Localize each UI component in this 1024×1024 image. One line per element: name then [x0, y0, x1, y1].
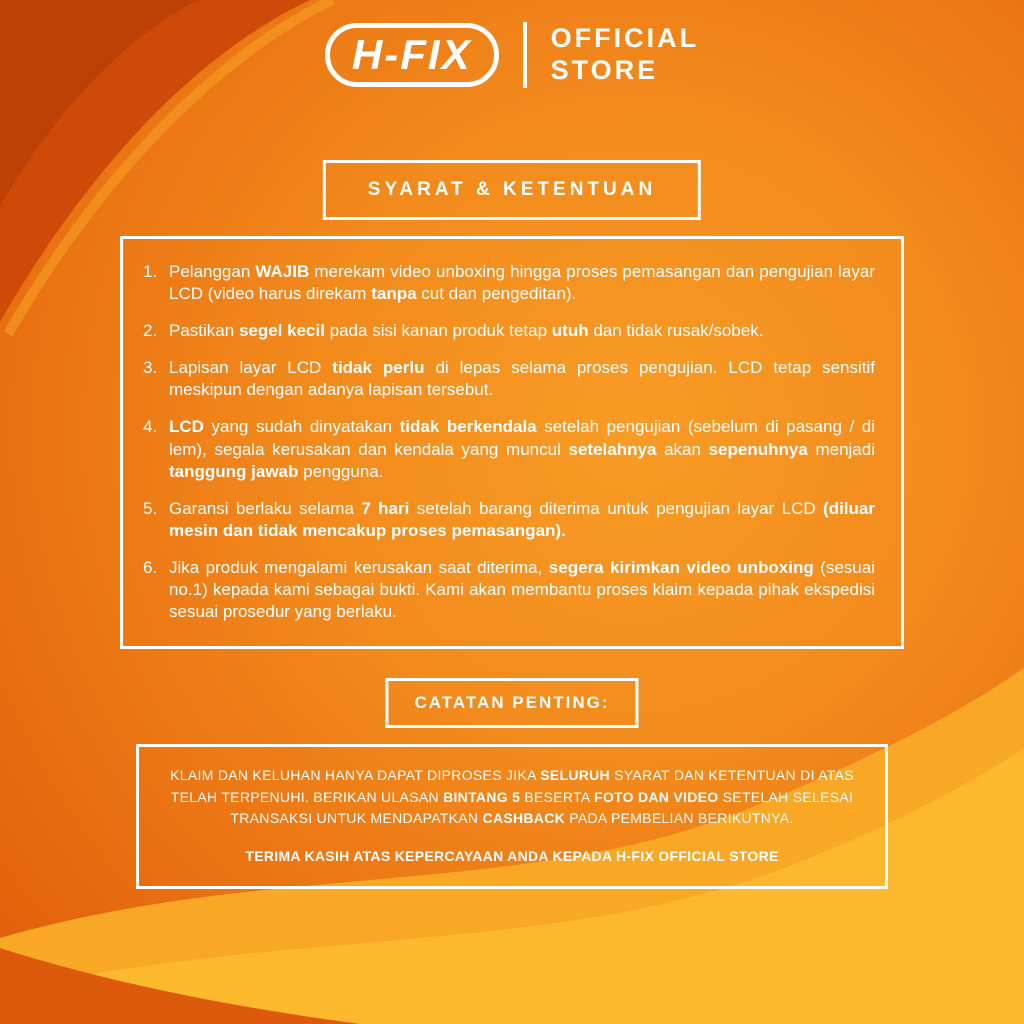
hfix-logo	[325, 23, 499, 87]
store-label-line1: OFFICIAL	[550, 23, 700, 54]
header-divider	[523, 22, 527, 88]
term-text: LCD yang sudah dinyatakan tidak berkendala setelah pengujian (sebelum di pasang / di lem), segala kerusakan dan kendala yang muncul setelahnya akan sepenuhnya menjadi tanggung jawab pengguna.	[169, 417, 876, 481]
footer-box	[136, 744, 888, 889]
term-item	[143, 416, 875, 482]
page-title: SYARAT & KETENTUAN	[367, 179, 657, 200]
term-item	[143, 320, 875, 342]
term-text: Garansi berlaku selama 7 hari setelah barang diterima untuk pengujian layar LCD (diluar mesin dan tidak mencakup proses pemasangan).	[169, 498, 875, 540]
term-number: 2.	[143, 321, 158, 341]
header	[0, 22, 1024, 88]
note-title: CATATAN PENTING:	[414, 693, 610, 712]
term-item	[143, 557, 875, 623]
store-label-line2: STORE	[550, 55, 659, 85]
term-text: Lapisan layar LCD tidak perlu di lepas selama proses pengujian. LCD tetap sensitif meskipun dengan adanya lapisan tersebut.	[169, 358, 876, 400]
terms-list	[143, 261, 875, 623]
hfix-logo-text: H-FIX	[351, 31, 472, 78]
term-item	[143, 357, 875, 401]
term-text: Jika produk mengalami kerusakan saat diterima, segera kirimkan video unboxing (sesuai no.1) kepada kami sebagai bukti. Kami akan membantu proses klaim kepada pihak ekspedisi sesuai prosedur yang berlaku.	[169, 557, 875, 622]
term-number: 3.	[143, 358, 158, 378]
footer-claim-text: KLAIM DAN KELUHAN HANYA DAPAT DIPROSES JIKA SELURUH SYARAT DAN KETENTUAN DI ATAS TELAH TERPENUHI. BERIKAN ULASAN BINTANG 5 BESERTA FOTO DAN VIDEO SETELAH SELESAI TRANSAKSI UNTUK MENDAPATKAN CASHBACK PADA PEMBELIAN BERIKUTNYA.	[170, 767, 854, 827]
term-text: Pelanggan WAJIB merekam video unboxing hingga proses pemasangan dan pengujian layar LCD (video harus direkam tanpa cut dan pengeditan).	[169, 262, 875, 304]
terms-box	[120, 236, 904, 649]
term-number: 6.	[143, 557, 158, 577]
footer-thanks-text: TERIMA KASIH ATAS KEPERCAYAAN ANDA KEPADA H-FIX OFFICIAL STORE	[245, 848, 779, 865]
term-number: 5.	[143, 498, 158, 518]
term-text: Pastikan segel kecil pada sisi kanan produk tetap utuh dan tidak rusak/sobek.	[169, 321, 764, 341]
note-title-box	[385, 678, 638, 728]
title-box	[323, 160, 701, 220]
term-number: 1.	[143, 262, 158, 281]
store-label	[551, 23, 699, 87]
term-item	[143, 498, 875, 542]
term-item	[143, 261, 875, 305]
term-number: 4.	[143, 417, 158, 437]
